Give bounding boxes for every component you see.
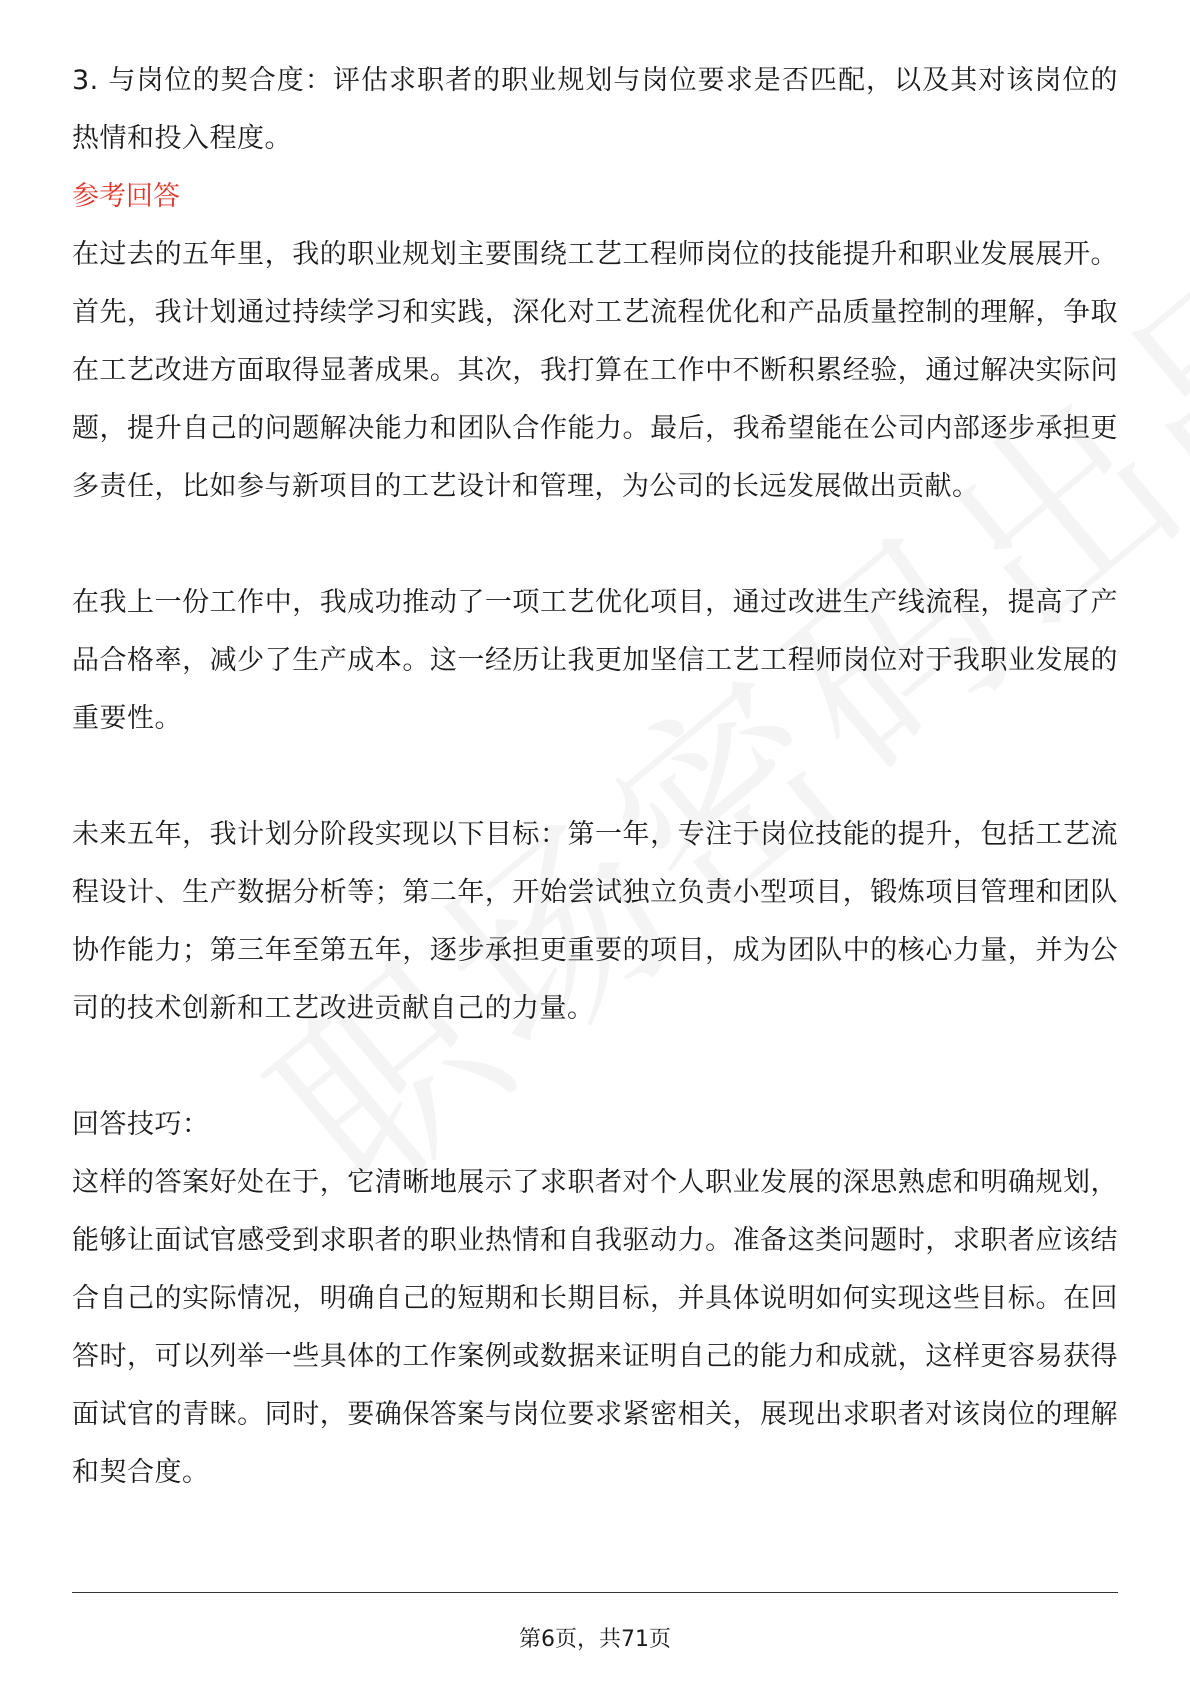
paragraph-gap — [72, 748, 1118, 806]
tips-paragraph: 这样的答案好处在于，它清晰地展示了求职者对个人职业发展的深思熟虑和明确规划，能够让面试官感受到求职者的职业热情和自我驱动力。准备这类问题时，求职者应该结合自己的实际情况，明确自己的短期和长期目标，并具体说明如何实现这些目标。在回答时，可以列举一些具体的工作案例或数据来证明自己的能力和成就，这样更容易获得面试官的青睐。同时，要确保答案与岗位要求紧密相关，展现出求职者对该岗位的理解和契合度。 — [72, 1167, 1118, 1488]
reference-answer-paragraph-3: 未来五年，我计划分阶段实现以下目标：第一年，专注于岗位技能的提升，包括工艺流程设计、生产数据分析等；第二年，开始尝试独立负责小型项目，锻炼项目管理和团队协作能力；第三年至第五年，逐步承担更重要的项目，成为团队中的核心力量，并为公司的技术创新和工艺改进贡献自己的力量。 — [72, 819, 1118, 1024]
point-3-paragraph: 3. 与岗位的契合度：评估求职者的职业规划与岗位要求是否匹配，以及其对该岗位的热情和投入程度。 — [72, 65, 1118, 154]
document-body — [72, 52, 1118, 1502]
reference-answer-paragraph-2: 在我上一份工作中，我成功推动了一项工艺优化项目，通过改进生产线流程，提高了产品合格率，减少了生产成本。这一经历让我更加坚信工艺工程师岗位对于我职业发展的重要性。 — [72, 587, 1118, 734]
paragraph-gap — [72, 1038, 1118, 1096]
paragraph-gap — [72, 516, 1118, 574]
reference-answer-heading: 参考回答 — [72, 181, 180, 212]
tips-heading: 回答技巧： — [72, 1109, 210, 1140]
page-number: 第6页，共71页 — [519, 1627, 671, 1652]
footer-divider — [72, 1592, 1118, 1593]
reference-answer-paragraph-1: 在过去的五年里，我的职业规划主要围绕工艺工程师岗位的技能提升和职业发展展开。首先，我计划通过持续学习和实践，深化对工艺流程优化和产品质量控制的理解，争取在工艺改进方面取得显著成果。其次，我打算在工作中不断积累经验，通过解决实际问题，提升自己的问题解决能力和团队合作能力。最后，我希望能在公司内部逐步承担更多责任，比如参与新项目的工艺设计和管理，为公司的长远发展做出贡献。 — [72, 239, 1118, 502]
